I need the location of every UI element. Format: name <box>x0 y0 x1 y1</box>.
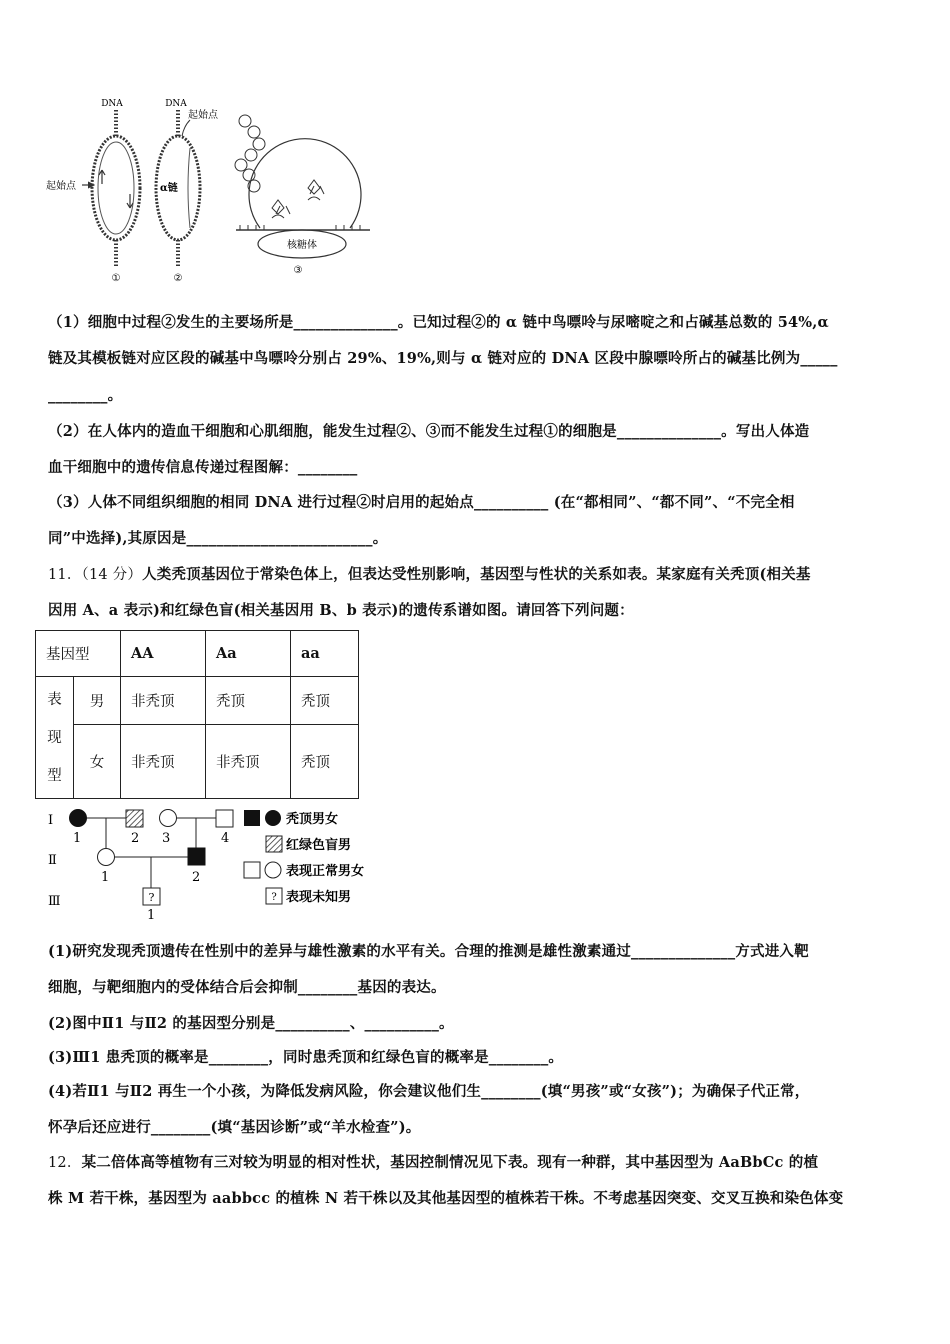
individual-number: 2 <box>192 870 201 885</box>
q12-stem-line2: 株 M 若干株，基因型为 aabbcc 的植株 N 若干株以及其他基因型的植株若干株。不考虑基因突变、交叉互换和染色体变 <box>48 1190 844 1207</box>
q12-number: 12． <box>48 1155 82 1171</box>
legend-bald-female-icon <box>265 810 281 826</box>
pedigree-female-bald <box>70 810 87 827</box>
legend-colorblind-male-icon <box>266 836 282 852</box>
phenotype-char: 现 <box>47 729 62 746</box>
q10-part1-line1: （1）细胞中过程②发生的主要场所是______________。已知过程②的 α 链中鸟嘌呤与尿嘧啶之和占碱基总数的 54%,α <box>48 314 829 331</box>
q11-part1-line1: (1)研究发现秃顶遗传在性别中的差异与雄性激素的水平有关。合理的推测是雄性激素通过______________方式进入靶 <box>48 943 809 960</box>
table-header-row <box>36 631 359 677</box>
q10-part1-line2: 链及其模板链对应区段的碱基中鸟嘌呤分别占 29%、19%,则与 α 链对应的 DNA 区段中腺嘌呤所占的碱基比例为_____ <box>48 350 838 367</box>
legend-label: 秃顶男女 <box>286 812 339 827</box>
q10-part3-line2: 同”中选择),其原因是_________________________。 <box>48 530 388 547</box>
phenotype-label-cell <box>36 677 74 799</box>
pedigree-female-normal <box>98 849 115 866</box>
table-cell: 非秃顶 <box>206 725 291 799</box>
legend-unknown-mark: ? <box>271 892 277 903</box>
q11-part4-line1: (4)若Ⅱ1 与Ⅱ2 再生一个小孩，为降低发病风险，你会建议他们生________(填“男孩”或“女孩”)；为确保子代正常， <box>48 1083 810 1100</box>
legend-label: 表现未知男 <box>286 890 352 905</box>
mark-2: ② <box>173 273 183 284</box>
table-cell: 秃顶 <box>291 677 359 725</box>
table-header-cell: 基因型 <box>36 631 121 677</box>
mark-1: ① <box>111 273 121 284</box>
generation-label: Ⅱ <box>48 853 57 868</box>
phenotype-char: 表 <box>47 691 62 708</box>
q11-part3: (3)Ⅲ1 患秃顶的概率是________，同时患秃顶和红绿色盲的概率是________。 <box>48 1049 564 1066</box>
genotype-phenotype-table <box>35 630 359 799</box>
legend-label: 表现正常男女 <box>286 864 365 879</box>
process-2-diagram <box>156 99 219 284</box>
pedigree-male-bald <box>188 848 205 865</box>
individual-number: 1 <box>73 831 82 846</box>
table-cell: 秃顶 <box>291 725 359 799</box>
transcription-translation-figure <box>40 88 370 288</box>
generation-label: Ⅲ <box>48 894 61 909</box>
dna-label-1: DNA <box>101 99 123 109</box>
alpha-chain-label: α链 <box>160 183 178 194</box>
table-header-cell: Aa <box>206 631 291 677</box>
q11-part1-line2: 细胞，与靶细胞内的受体结合后会抑制________基因的表达。 <box>48 979 446 996</box>
pedigree-female-normal <box>160 810 177 827</box>
q10-part1-line3: ________。 <box>48 387 123 404</box>
legend-label: 红绿色盲男 <box>286 838 352 853</box>
table-header-cell: aa <box>291 631 359 677</box>
pedigree-chart <box>40 802 400 927</box>
individual-number: 3 <box>162 831 171 846</box>
individual-number: 2 <box>131 831 140 846</box>
individual-number: 4 <box>221 831 230 846</box>
q10-part2-line2: 血干细胞中的遗传信息传递过程图解：________ <box>48 459 358 476</box>
q12-stem-text: 某二倍体高等植物有三对较为明显的相对性状，基因控制情况见下表。现有一种群，其中基因型为 AaBbCc 的植 <box>81 1154 819 1171</box>
q11-stem-text: 人类秃顶基因位于常染色体上，但表达受性别影响，基因型与性状的关系如表。某家庭有关秃顶(相关基 <box>142 566 811 583</box>
sex-cell: 男 <box>73 677 120 725</box>
table-cell: 非秃顶 <box>121 677 206 725</box>
table-cell: 非秃顶 <box>121 725 206 799</box>
individual-number: 1 <box>101 870 110 885</box>
legend-bald-male-icon <box>244 810 260 826</box>
q11-stem-line2: 因用 A、a 表示)和红绿色盲(相关基因用 B、b 表示)的遗传系谱如图。请回答下列问题： <box>48 602 634 619</box>
process-1-diagram <box>46 99 140 284</box>
table-header-cell: AA <box>121 631 206 677</box>
sex-cell: 女 <box>73 725 120 799</box>
legend-normal-female-icon <box>265 862 281 878</box>
process-3-diagram <box>235 115 370 276</box>
q10-part3-line1: （3）人体不同组织细胞的相同 DNA 进行过程②时启用的起始点__________ (在“都相同”、“都不同”、“不完全相 <box>48 494 795 511</box>
unknown-mark: ? <box>148 891 155 904</box>
q12-stem-line1 <box>48 1151 818 1172</box>
q11-part2: (2)图中Ⅱ1 与Ⅱ2 的基因型分别是__________、__________。 <box>48 1015 454 1032</box>
legend-normal-male-icon <box>244 862 260 878</box>
dna-label-2: DNA <box>165 99 187 109</box>
q11-stem-line1 <box>48 563 811 584</box>
ribosome-label: 核糖体 <box>287 240 317 251</box>
phenotype-char: 型 <box>47 767 62 784</box>
pedigree-male-colorblind <box>126 810 143 827</box>
q11-number: 11．（14 分） <box>48 567 143 583</box>
pedigree-male-normal <box>216 810 233 827</box>
table-row <box>36 725 359 799</box>
mark-3: ③ <box>293 265 303 276</box>
origin-label-left: 起始点 <box>46 181 76 192</box>
q11-part4-line2: 怀孕后还应进行________(填“基因诊断”或“羊水检查”)。 <box>48 1119 421 1136</box>
generation-label: Ⅰ <box>48 813 54 828</box>
table-row <box>36 677 359 725</box>
table-cell: 秃顶 <box>206 677 291 725</box>
q10-part2-line1: （2）在人体内的造血干细胞和心肌细胞，能发生过程②、③而不能发生过程①的细胞是______________。写出人体造 <box>48 423 810 440</box>
origin-label-top: 起始点 <box>188 110 218 121</box>
individual-number: 1 <box>147 908 156 923</box>
